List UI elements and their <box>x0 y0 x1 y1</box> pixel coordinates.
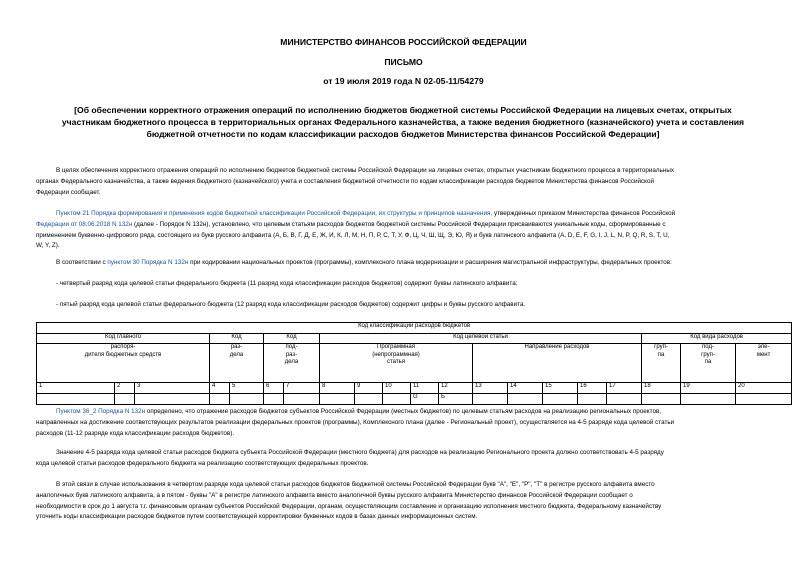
header-napravlenie: Направление расходов <box>473 344 642 383</box>
header-programmnaya: Программная (непрограммная) статья <box>320 344 473 383</box>
column-number: 3 <box>135 383 210 394</box>
table-cell <box>284 394 320 405</box>
document-type: ПИСЬМО <box>384 57 423 67</box>
column-number: 5 <box>230 383 264 394</box>
paragraph-text: утвержденных приказом Министерства финансов Российской <box>492 210 676 217</box>
paragraph-line: Федерации сообщает. <box>36 188 101 196</box>
paragraph-line: применением буквенно-цифрового ряда, состоящего из букв русского алфавита (А, Б, В, Г, Д, Е, Ж, И, К, Л, М, Н, П, Р, С, Т, У, Ф, Ц, Ч, Ш, Щ, Э, Ю, Я) и букв латинского алфавита (A, D, E, F, G, I, J, L, N, P, Q, R, S, T, U, <box>36 231 670 239</box>
header-gruppa: груп- па <box>642 344 681 383</box>
paragraph-line: кода целевой статьи расходов федерального бюджета на реализацию соответствующих федеральных проектов. <box>36 459 369 467</box>
bullet-fifth-digit: - пятый разряд кода целевой статьи федерального бюджета (12 разряд кода классификации расходов бюджетов) содержит цифры и буквы русского алфавита. <box>56 301 526 308</box>
table-cell <box>508 394 543 405</box>
table-cell <box>230 394 264 405</box>
header-celevaya: Код целевой статьи <box>320 334 642 344</box>
table-cell <box>135 394 210 405</box>
table-cell <box>37 394 115 405</box>
bullet-fourth-digit: - четвертый разряд кода целевой статьи федерального бюджета (11 разряд кода классификации расходов бюджетов) содержит буквы латинского алфавита; <box>56 280 518 287</box>
paragraph-value-4-5 <box>36 448 664 470</box>
paragraph-text: определено, что отражение расходов бюджетов субъектов Российской Федерации (местных бюджетов) по целевым статьям расходов на реализацию региональных проектов, <box>145 408 662 415</box>
paragraph-line: Значение 4-5 разряда кода целевой статьи расходов бюджета субъекта Российской Федерации (местного бюджета) для расходов на реализацию Регионального проекта должно соответствовать 4-5 разряду <box>56 449 664 456</box>
table-cell-digit-12: Б <box>439 394 473 405</box>
column-number: 15 <box>543 383 578 394</box>
column-number: 11 <box>411 383 439 394</box>
paragraph-text: В соответствии с <box>56 259 108 266</box>
subject-line: участникам бюджетного процесса в территориальных органах Федерального казначейства, а также ведения бюджетного (казначейского) учета и составления <box>61 117 745 127</box>
table-cell <box>115 394 135 405</box>
paragraph-line: аналогичных букв латинского алфавита, а в пятом - буквы "А" в регистре латинского алфавита вместо аналогичной буквы русского алфавита Министерство финансов Российской Федерации сообщает о <box>36 491 633 499</box>
table-cell <box>736 394 792 405</box>
link-point-21[interactable]: Пунктом 21 Порядка формирования и применения кодов бюджетной классификации Российской Федерации, их структуры и принципов назначения, <box>56 210 493 217</box>
column-number: 20 <box>736 383 792 394</box>
column-number: 12 <box>439 383 473 394</box>
table-cell <box>383 394 411 405</box>
table-cell <box>607 394 642 405</box>
column-number: 13 <box>473 383 508 394</box>
budget-code-table <box>36 322 792 405</box>
paragraph-line: уточнить коды классификации расходов бюджетов путем соответствующей корректировки буквенных кодов в базах данных информационных систем. <box>36 513 478 521</box>
paragraph-point-30 <box>56 258 672 269</box>
paragraph-line: расходов (11-12 разряде кода классификации расходов бюджетов). <box>36 429 235 437</box>
header-element: эле- мент <box>736 344 792 383</box>
column-number: 1 <box>37 383 115 394</box>
document-subject <box>60 104 746 140</box>
paragraph-line: В целях обеспечения корректного отражения операций по исполнению бюджетов бюджетной системы Российской Федерации на лицевых счетах, открытых участникам бюджетного процесса в территориальных <box>56 167 675 174</box>
column-number: 9 <box>355 383 383 394</box>
paragraph-intro <box>36 166 674 198</box>
link-point-36-2[interactable]: Пунктом 36_2 Порядка N 132н <box>56 408 146 415</box>
column-number: 10 <box>383 383 411 394</box>
subject-line: бюджетной отчетности по кодам классификации расходов бюджетов Министерства финансов Российской Федерации] <box>146 129 660 139</box>
paragraph-line: W, Y, Z). <box>36 242 60 250</box>
column-number: 8 <box>320 383 355 394</box>
column-number: 7 <box>284 383 320 394</box>
header-vid: Код вида расходов <box>642 334 792 344</box>
paragraph-text: при кодировании национальных проектов (программы), комплексного плана модернизации и расширения магистральной инфраструктуры, федеральных проектов: <box>188 259 672 266</box>
column-number: 2 <box>115 383 135 394</box>
header-podrazdel: Код <box>264 334 320 344</box>
table-cell <box>473 394 508 405</box>
table-cell <box>210 394 230 405</box>
column-number: 14 <box>508 383 543 394</box>
column-number: 18 <box>642 383 681 394</box>
table-cell <box>355 394 383 405</box>
table-cell <box>578 394 607 405</box>
header-razdel: Код <box>210 334 264 344</box>
paragraph-line: направленных на достижение соответствующих результатов реализации федеральных проектов (программы), Комплексного плана (далее - Региональный проект), осуществляется на 4-5 разряде кода целевой статьи <box>36 418 675 426</box>
paragraph-point-21 <box>36 209 675 252</box>
table-cell <box>264 394 284 405</box>
table-cell <box>543 394 578 405</box>
column-number: 6 <box>264 383 284 394</box>
table-cell <box>320 394 355 405</box>
header-razdel-sub: раз- дела <box>210 344 264 383</box>
table-title: Код классификации расходов бюджетов <box>37 323 792 334</box>
column-number: 16 <box>578 383 607 394</box>
column-number: 4 <box>210 383 230 394</box>
header-glav: Код главного <box>37 334 210 344</box>
header-podrazdel-sub: под- раз- дела <box>264 344 320 383</box>
ministry-title: МИНИСТЕРСТВО ФИНАНСОВ РОССИЙСКОЙ ФЕДЕРАЦИИ <box>280 37 527 47</box>
table-cell <box>681 394 736 405</box>
paragraph-point-36-2 <box>36 407 674 439</box>
paragraph-text: (далее - Порядок N 132н), установлено, что целевым статьям расходов бюджетов бюджетной системы Российской Федерации присваиваются уникальные коды, сформированные с <box>132 220 666 228</box>
column-number: 19 <box>681 383 736 394</box>
document-date-number: от 19 июля 2019 года N 02-05-11/54279 <box>323 76 484 86</box>
table-cell <box>642 394 681 405</box>
header-podgruppa: под- груп- па <box>681 344 736 383</box>
table-cell-digit-11: G <box>411 394 439 405</box>
subject-line: [Об обеспечении корректного отражения операций по исполнению бюджетов бюджетной системы Российской Федерации на лицевых счетах, открытых <box>74 105 732 115</box>
link-order-132n[interactable]: Федерации от 08.06.2018 N 132н <box>36 220 133 228</box>
link-point-30[interactable]: пунктом 30 Порядка N 132н <box>107 259 189 266</box>
paragraph-line: необходимости в срок до 1 августа т.г. финансовым органам субъектов Российской Федерации, органам, осуществляющим составление и организацию исполнения местного бюджета, Федеральному казначейству <box>36 502 662 510</box>
paragraph-correction <box>36 480 661 523</box>
paragraph-line: органах Федерального казначейства, а также ведения бюджетного (казначейского) учета и составления бюджетной отчетности по кодам классификации расходов бюджетов Министерства финансов Российской <box>36 177 655 185</box>
column-number: 17 <box>607 383 642 394</box>
header-glav-sub: распоря- дителя бюджетных средств <box>37 344 210 383</box>
paragraph-line: В этой связи в случае использования в четвертом разряде кода целевой статьи расходов бюджетов бюджетной системы Российской Федерации букв "A", "E", "P", "T" в регистре русского алфавита вместо <box>56 481 655 488</box>
